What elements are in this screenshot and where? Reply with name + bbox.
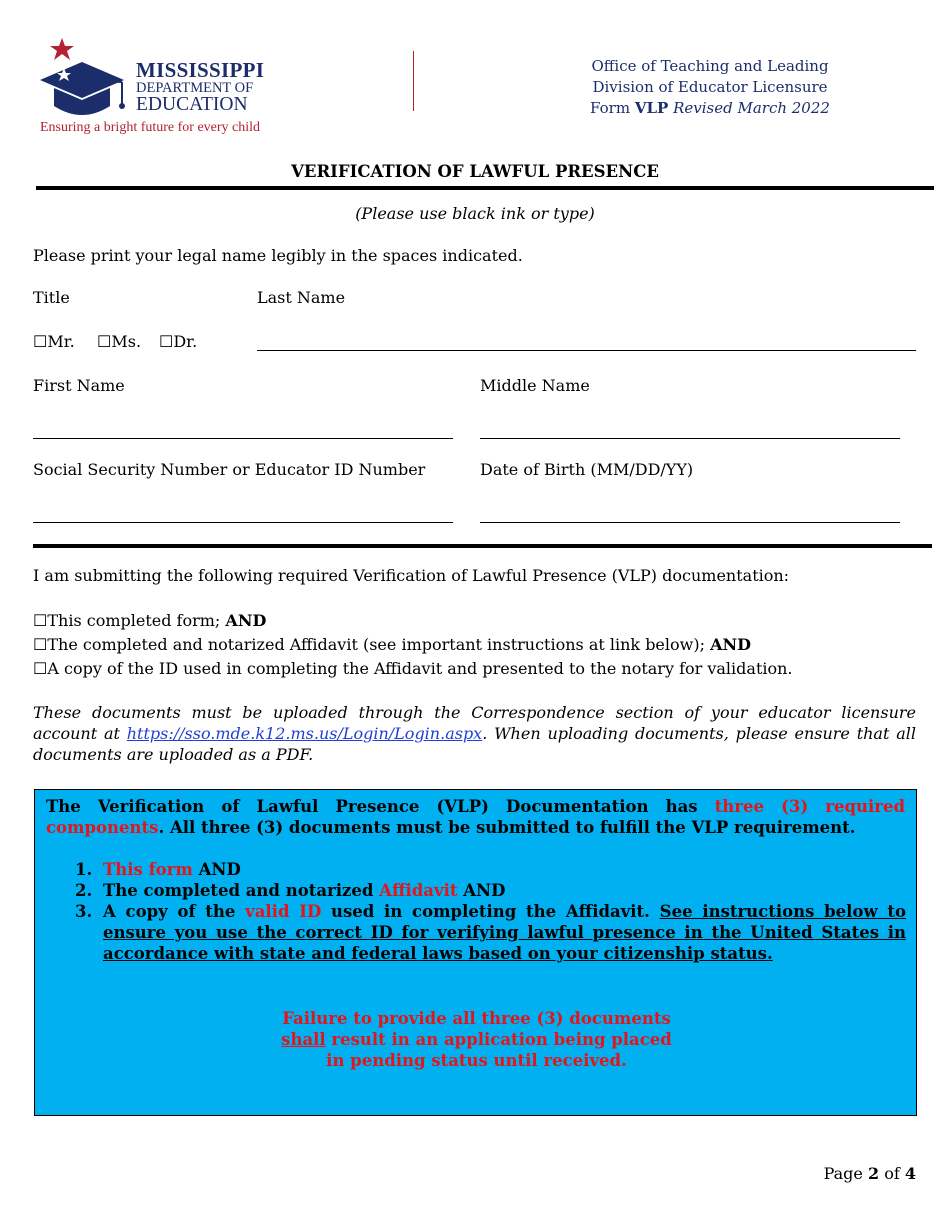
checklist-item[interactable] [33,659,793,678]
page-prefix: Page [823,1164,868,1183]
page-title: VERIFICATION OF LAWFUL PRESENCE [291,162,659,181]
title-rule [36,186,934,190]
failure-shall: shall [281,1030,326,1049]
form-prefix: Form [590,99,635,117]
checklist-text: A copy of the ID used in completing the Affidavit and presented to the notary for validation. [47,659,793,678]
list-number: 2. [75,881,93,900]
middle-name-field[interactable] [480,438,900,439]
checklist-text: The completed and notarized Affidavit (see important instructions at link below); [47,635,711,654]
item3-red: valid ID [245,902,322,921]
list-item [75,859,906,880]
item3-a: A copy of the [103,902,246,921]
dob-field[interactable] [480,522,900,523]
checklist-text: This completed form; [47,611,226,630]
list-item [75,901,906,964]
item2-rest: AND [457,881,506,900]
failure-warning [35,1008,918,1071]
checklist-bold: AND [225,611,267,630]
checkbox[interactable]: ☐ [33,611,48,630]
section-rule [33,544,932,548]
subtitle: (Please use black ink or type) [355,204,595,223]
title-option-mr[interactable]: ☐Mr. [33,332,75,351]
ssn-label: Social Security Number or Educator ID Number [33,460,426,479]
item3-b: used in completing the Affidavit. [321,902,660,921]
middle-name-label: Middle Name [480,376,590,395]
page-current: 2 [867,1164,880,1183]
checklist-bold: AND [710,635,751,654]
page-of: of [879,1164,905,1183]
box-intro [46,796,905,838]
page-number [824,1164,916,1183]
ssn-field[interactable] [33,522,453,523]
title-label: Title [33,288,70,307]
failure-line-2 [35,1029,918,1050]
failure-line-2-rest: result in an application being placed [325,1030,672,1049]
form-line [570,98,850,119]
box-intro-a: The Verification of Lawful Presence (VLP) Documentation has [46,797,715,816]
last-name-field[interactable] [257,350,916,351]
first-name-label: First Name [33,376,125,395]
item1-rest: AND [192,860,241,879]
item1-red: This form [103,860,193,879]
item2-a: The completed and notarized [103,881,380,900]
box-intro-red: three (3) required components [46,797,905,837]
title-option-ms[interactable]: ☐Ms. [97,332,142,351]
logo-tagline: Ensuring a bright future for every child [40,120,261,135]
upload-note-after: . When uploading documents, please ensure that all documents are uploaded as a PDF. [33,724,916,764]
logo-line-3: EDUCATION [136,94,248,115]
list-number: 1. [75,860,93,879]
form-revised: Revised March 2022 [673,99,830,117]
checkbox[interactable]: ☐ [33,659,48,678]
office-line-2: Division of Educator Licensure [592,78,828,96]
instruction-text: Please print your legal name legibly in the spaces indicated. [33,246,523,265]
first-name-field[interactable] [33,438,453,439]
failure-line-3: in pending status until received. [326,1051,627,1070]
upload-note [33,702,916,765]
checkbox[interactable]: ☐ [33,635,48,654]
requirements-list [75,859,906,964]
item2-red: Affidavit [379,881,458,900]
requirements-box [34,789,917,1116]
title-option-dr[interactable]: ☐Dr. [159,332,198,351]
failure-line-1: Failure to provide all three (3) documents [282,1009,671,1028]
logo-line-2: DEPARTMENT OF [136,80,254,96]
mde-logo [36,38,266,142]
office-line-1: Office of Teaching and Leading [591,57,829,75]
checklist-item[interactable] [33,611,266,630]
list-item [75,880,906,901]
logo-line-1: MISSISSIPPI [136,58,265,82]
submission-intro: I am submitting the following required Verification of Lawful Presence (VLP) documentation: [33,566,790,585]
upload-note-before: These documents must be uploaded through the Correspondence section of your educator licensure account at [33,703,916,743]
page-total: 4 [904,1164,916,1183]
header-divider [413,51,414,111]
checklist-item[interactable] [33,635,751,654]
login-link[interactable]: https://sso.mde.k12.ms.us/Login/Login.aspx [126,724,483,743]
form-code: VLP [634,99,669,117]
box-intro-b: . All three (3) documents must be submitted to fulfill the VLP requirement. [158,818,856,837]
dob-label: Date of Birth (MM/DD/YY) [480,460,694,479]
list-number: 3. [75,902,93,921]
office-info [570,56,850,119]
graduation-cap-icon [36,38,136,122]
last-name-label: Last Name [257,288,346,307]
item3-underlined: See instructions below to ensure you use the correct ID for verifying lawful presence in the United States in accordance with state and federal laws based on your citizenship status. [103,902,907,963]
